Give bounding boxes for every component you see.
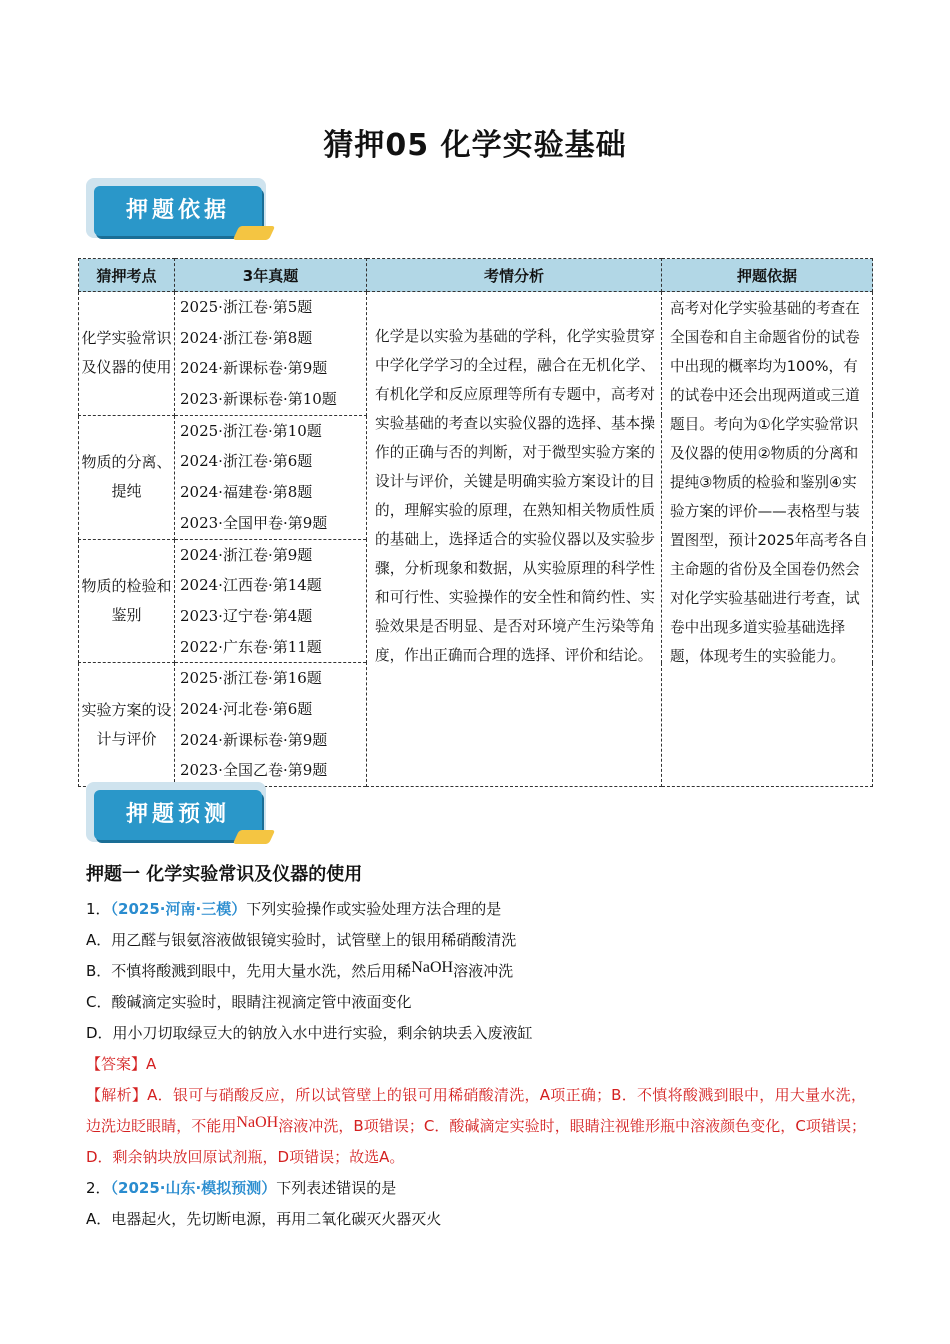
analysis-text: 化学是以实验为基础的学科，化学实验贯穿中学化学学习的全过程，融合在无机化学、有机化学和反应原理等所有专题中，高考对实验基础的考查以实验仪器的选择、基本操作的正确与否的判断，对于微型实验方案的设计与评价，关键是明确实验方案设计的目的，理解实验的原理，在熟知相关物质性质的基础上，选择适合的实验仪器以及实验步骤，分析现象和数据，从实验原理的科学性和可行性、实验操作的安全性和简约性、实验效果是否明显、是否对环境产生污染等角度，作出正确而合理的选择、评价和结论。 (367, 292, 662, 787)
exam-point: 物质的分离、提纯 (79, 415, 175, 539)
question-ref: 2022·广东卷·第11题 (180, 637, 322, 656)
question-ref: 2024·新课标卷·第9题 (180, 359, 328, 378)
header-point: 猜押考点 (79, 259, 175, 292)
basis-banner (86, 178, 272, 244)
question-source: （2025·山东·模拟预测） (110, 1179, 277, 1197)
question-ref: 2025·浙江卷·第5题 (180, 298, 313, 316)
question-ref: 2024·浙江卷·第9题 (180, 545, 313, 564)
table-row (79, 292, 873, 416)
option-d: D．用小刀切取绿豆大的钠放入水中进行实验，剩余钠块丢入废液缸 (86, 1024, 533, 1042)
formula-naoh: NaOH (411, 959, 454, 976)
real-questions (175, 663, 367, 787)
question-1-stem (86, 894, 866, 924)
option-b-text-end: 溶液冲洗 (453, 962, 514, 980)
basis-banner-label: 押题依据 (125, 198, 230, 223)
question-source: （2025·河南·三模） (110, 900, 247, 918)
header-analysis: 考情分析 (367, 259, 662, 292)
option-a: A．用乙醛与银氨溶液做银镜实验时，试管壁上的银用稀硝酸清洗 (86, 931, 517, 949)
question-ref: 2023·新课标卷·第10题 (180, 390, 337, 409)
book-icon (233, 226, 276, 240)
exam-point: 物质的检验和鉴别 (79, 539, 175, 663)
explanation (86, 1080, 866, 1173)
option-b (86, 956, 866, 987)
question-ref: 2024·福建卷·第8题 (180, 483, 313, 502)
option-b-text: B．不慎将酸溅到眼中，先用大量水洗，然后用稀 (86, 962, 412, 980)
formula-naoh: NaOH (236, 1113, 279, 1131)
question-text: 下列表述错误的是 (276, 1179, 397, 1197)
real-questions (175, 292, 367, 416)
question-ref: 2024·新课标卷·第9题 (180, 730, 328, 749)
option-a: A．电器起火，先切断电源，再用二氧化碳灭火器灭火 (86, 1210, 442, 1228)
header-basis: 押题依据 (662, 259, 873, 292)
answer: 【答案】A (86, 1055, 157, 1073)
book-icon (233, 830, 276, 844)
explanation-text-end: 溶液冲洗，B项错误；C．酸碱滴定实验时，眼睛注视锥形瓶中溶液颜色变化，C项错误；D．剩余钠块放回原试剂瓶，D项错误；故选A。 (86, 1116, 866, 1166)
question-number: 1． (86, 900, 111, 918)
basis-text: 高考对化学实验基础的考查在全国卷和自主命题省份的试卷中出现的概率均为100%，有的试卷中还会出现两道或三道题目。考向为①化学实验常识及仪器的使用②物质的分离和提纯③物质的检验和鉴别④实验方案的评价——表格型与装置图型，预计2025年高考各自主命题的省份及全国卷仍然会对化学实验基础进行考查，试卷中出现多道实验基础选择题，体现考生的实验能力。 (662, 292, 873, 787)
prediction-banner (86, 782, 272, 848)
exam-point: 化学实验常识及仪器的使用 (79, 292, 175, 416)
prediction-banner-label: 押题预测 (125, 802, 230, 827)
header-years: 3年真题 (175, 259, 367, 292)
question-ref: 2023·全国乙卷·第9题 (180, 761, 328, 780)
basis-table (78, 258, 873, 787)
question-2-stem (86, 1173, 866, 1203)
real-questions (175, 539, 367, 663)
option-c: C．酸碱滴定实验时，眼睛注视滴定管中液面变化 (86, 993, 412, 1011)
explanation-text: 【解析】A．银可与硝酸反应，所以试管壁上的银可用稀硝酸清洗，A项正确；B．不慎将酸溅到眼中，用大量水洗，边洗边眨眼睛，不能用 (86, 1086, 866, 1135)
question-ref: 2024·浙江卷·第8题 (180, 328, 313, 347)
real-questions (175, 415, 367, 539)
question-ref: 2024·江西卷·第14题 (180, 576, 322, 595)
question-ref: 2025·浙江卷·第16题 (180, 669, 322, 688)
question-ref: 2024·浙江卷·第6题 (180, 452, 313, 471)
section-heading: 押题一 化学实验常识及仪器的使用 (86, 864, 363, 885)
question-text: 下列实验操作或实验处理方法合理的是 (246, 900, 502, 918)
question-ref: 2023·全国甲卷·第9题 (180, 513, 328, 532)
page-title: 猜押05 化学实验基础 (323, 128, 627, 163)
question-number: 2． (86, 1179, 111, 1197)
question-ref: 2024·河北卷·第6题 (180, 699, 313, 718)
exam-point: 实验方案的设计与评价 (79, 663, 175, 787)
table-header-row (79, 259, 873, 292)
question-ref: 2025·浙江卷·第10题 (180, 421, 322, 440)
question-ref: 2023·辽宁卷·第4题 (180, 606, 313, 625)
